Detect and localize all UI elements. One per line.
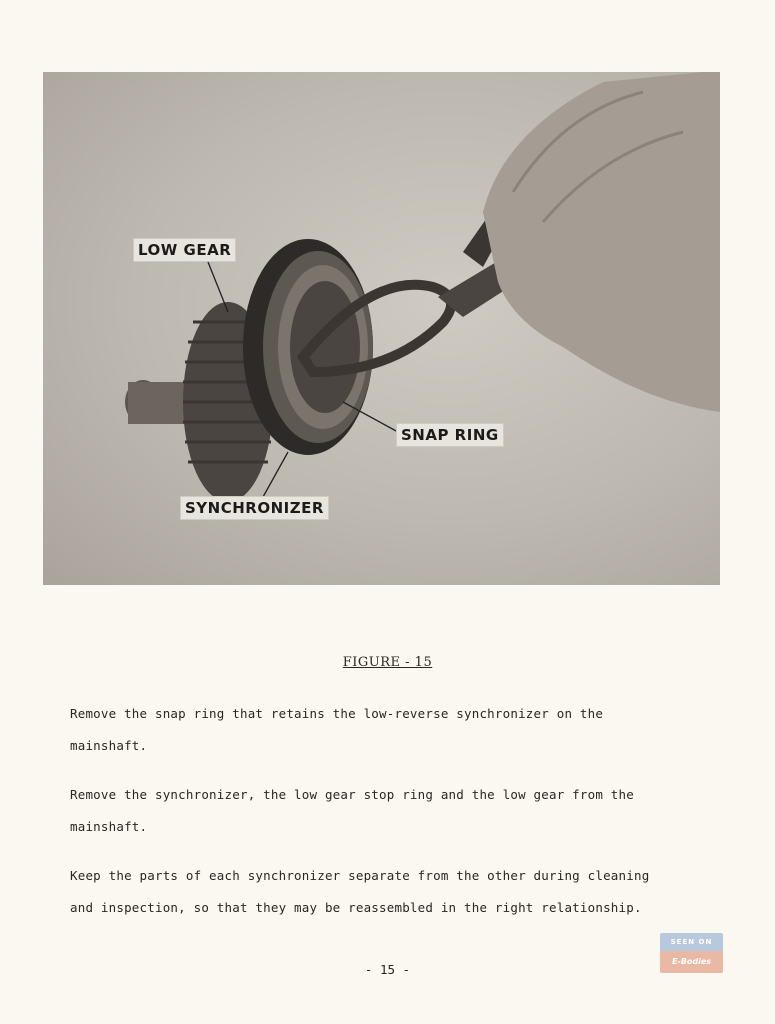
figure-caption <box>0 655 775 670</box>
figure-photo <box>43 72 720 585</box>
watermark-bottom: E-Bodies <box>660 951 723 973</box>
watermark-top: SEEN ON <box>660 933 723 951</box>
watermark-stamp <box>660 933 723 973</box>
callout-low-gear: LOW GEAR <box>133 238 236 262</box>
callout-synchronizer: SYNCHRONIZER <box>180 496 329 520</box>
paragraph-3: Keep the parts of each synchronizer separate from the other during cleaning and inspection, so that they may be reassembled in the right relationship. <box>70 868 650 915</box>
transmission-photo-illustration <box>43 72 720 585</box>
callout-snap-ring: SNAP RING <box>396 423 504 447</box>
figure-caption-text: FIGURE - 15 <box>342 655 433 670</box>
paragraph-2: Remove the synchronizer, the low gear stop ring and the low gear from the mainshaft. <box>70 787 634 834</box>
page-number: - 15 - <box>364 962 411 977</box>
paragraph-1: Remove the snap ring that retains the low-reverse synchronizer on the mainshaft. <box>70 706 604 753</box>
